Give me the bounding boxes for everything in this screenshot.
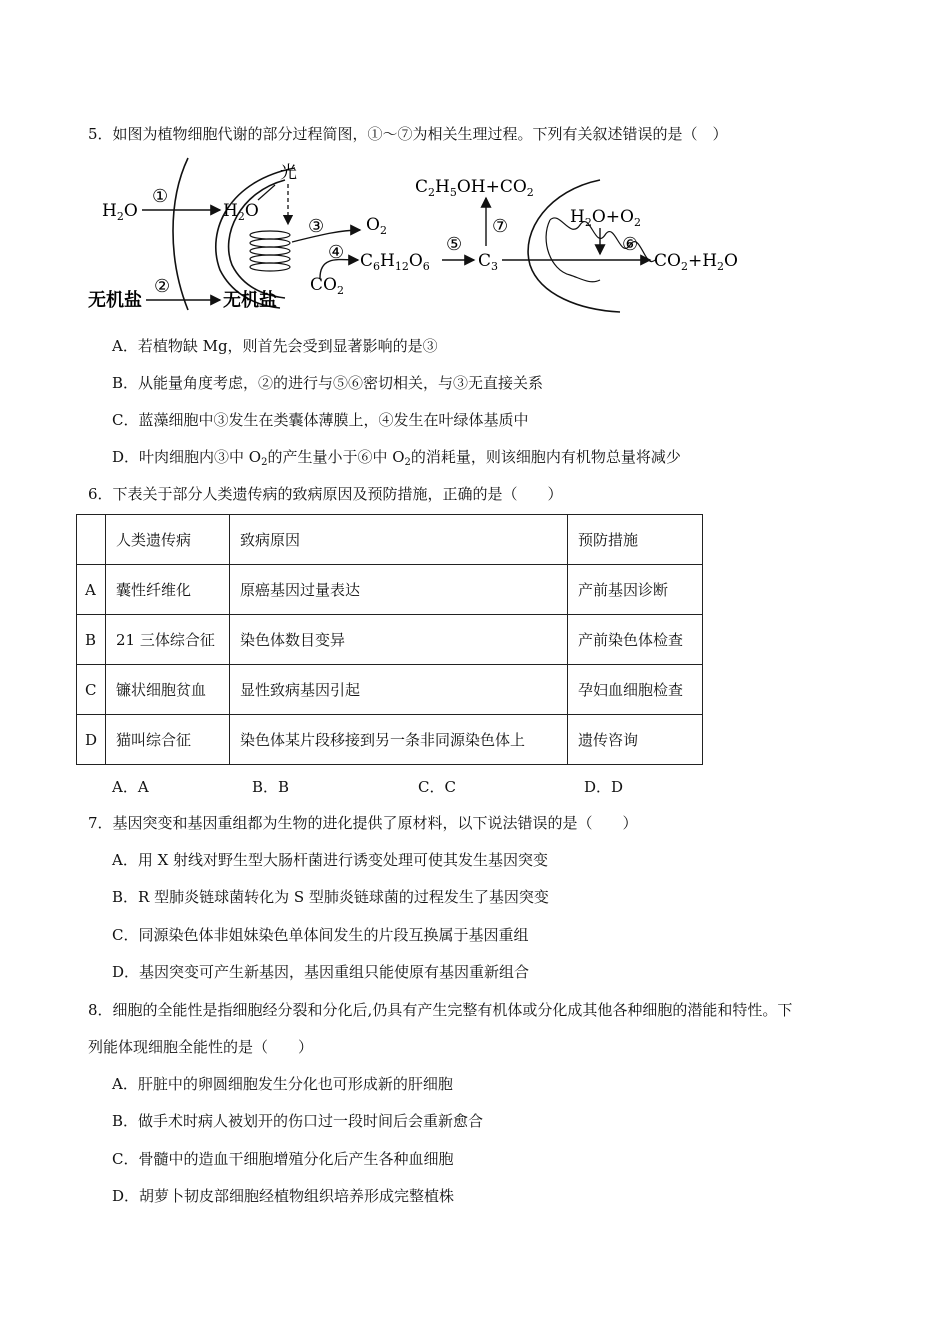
q8-option-d[interactable]: D．胡萝卜韧皮部细胞经植物组织培养形成完整植株: [112, 1187, 455, 1205]
table-cell: 产前染色体检查: [568, 615, 703, 665]
q5-stem: 5．如图为植物细胞代谢的部分过程简图，①～⑦为相关生理过程。下列有关叙述错误的是（ ）: [88, 125, 728, 143]
q8-option-c[interactable]: C．骨髓中的造血干细胞增殖分化后产生各种血细胞: [112, 1150, 454, 1168]
num-6: ⑥: [622, 234, 639, 255]
q6-stem: 6．下表关于部分人类遗传病的致病原因及预防措施，正确的是（ ）: [88, 485, 563, 503]
table-cell: C: [77, 665, 106, 715]
q5-option-b[interactable]: B．从能量角度考虑，②的进行与⑤⑥密切相关，与③无直接关系: [112, 374, 544, 392]
table-cell: D: [77, 715, 106, 765]
q7-option-b[interactable]: B．R 型肺炎链球菌转化为 S 型肺炎链球菌的过程发生了基因突变: [112, 888, 549, 906]
q8-stem-line1: 8．细胞的全能性是指细胞经分裂和分化后,仍具有产生完整有机体或分化成其他各种细胞的潜能和特性。下: [88, 1001, 793, 1019]
q5-option-c[interactable]: C．蓝藻细胞中③发生在类囊体薄膜上，④发生在叶绿体基质中: [112, 411, 529, 429]
genetic-disease-table: [76, 514, 703, 765]
table-header-cell: 人类遗传病: [106, 515, 230, 565]
q5-option-a[interactable]: A．若植物缺 Mg，则首先会受到显著影响的是③: [112, 337, 438, 355]
salt-right: 无机盐: [223, 290, 277, 311]
q7-option-c[interactable]: C．同源染色体非姐妹染色单体间发生的片段互换属于基因重组: [112, 926, 529, 944]
q7-option-d[interactable]: D．基因突变可产生新基因，基因重组只能使原有基因重新组合: [112, 963, 530, 981]
table-row: [77, 665, 703, 715]
table-cell: A: [77, 565, 106, 615]
table-header-row: [77, 515, 703, 565]
table-cell: 染色体数目变异: [230, 615, 568, 665]
table-cell: 产前基因诊断: [568, 565, 703, 615]
num-7: ⑦: [492, 216, 509, 237]
table-row: [77, 615, 703, 665]
q6-option-d[interactable]: D．D: [584, 778, 624, 796]
table-header-cell: [77, 515, 106, 565]
table-cell: 21 三体综合征: [106, 615, 230, 665]
q6-option-c[interactable]: C．C: [418, 778, 456, 796]
h2o-inner: $H_2O$: [223, 201, 259, 223]
product-label: $CO_2+H_2O$: [654, 251, 738, 273]
table-cell: 猫叫综合征: [106, 715, 230, 765]
num-1: ①: [152, 186, 169, 207]
table-cell: 显性致病基因引起: [230, 665, 568, 715]
metabolism-diagram: [80, 150, 780, 320]
table-cell: 原癌基因过量表达: [230, 565, 568, 615]
c3-label: $C_3$: [478, 251, 499, 273]
q6-option-b[interactable]: B．B: [252, 778, 290, 796]
num-4: ④: [328, 242, 345, 263]
q7-option-a[interactable]: A．用 X 射线对野生型大肠杆菌进行诱变处理可使其发生基因突变: [112, 851, 549, 869]
salt-left: 无机盐: [88, 290, 142, 311]
table-row: [77, 715, 703, 765]
table-cell: 囊性纤维化: [106, 565, 230, 615]
q8-option-b[interactable]: B．做手术时病人被划开的伤口过一段时间后会重新愈合: [112, 1112, 484, 1130]
q7-stem: 7．基因突变和基因重组都为生物的进化提供了原材料，以下说法错误的是（ ）: [88, 814, 638, 832]
q8-option-a[interactable]: A．肝脏中的卵圆细胞发生分化也可形成新的肝细胞: [112, 1075, 453, 1093]
table-cell: B: [77, 615, 106, 665]
table-row: [77, 565, 703, 615]
h2o-left: $H_2O$: [102, 201, 138, 223]
table-header-cell: 预防措施: [568, 515, 703, 565]
o2-label: $O_2$: [366, 215, 387, 237]
num-3: ③: [308, 216, 325, 237]
q6-option-a[interactable]: A．A: [112, 778, 149, 796]
q5-option-d[interactable]: D．叶肉细胞内③中 $O_2$的产生量小于⑥中 $O_2$的消耗量，则该细胞内有机物总量将减少: [112, 448, 681, 468]
mito-input: $H_2O+O_2$: [570, 207, 641, 229]
glucose-label: $C_6H_{12}O_6$: [360, 251, 430, 273]
table-cell: 遗传咨询: [568, 715, 703, 765]
table-cell: 孕妇血细胞检查: [568, 665, 703, 715]
table-cell: 染色体某片段移接到另一条非同源染色体上: [230, 715, 568, 765]
ethanol-label: $C_2H_5OH+CO_2$: [415, 177, 534, 199]
co2-label: $CO_2$: [310, 275, 344, 297]
light-label: 光: [280, 163, 297, 183]
num-5: ⑤: [446, 234, 463, 255]
table-header-cell: 致病原因: [230, 515, 568, 565]
table-cell: 镰状细胞贫血: [106, 665, 230, 715]
num-2: ②: [154, 276, 171, 297]
q8-stem-line2: 列能体现细胞全能性的是（ ）: [88, 1038, 314, 1056]
